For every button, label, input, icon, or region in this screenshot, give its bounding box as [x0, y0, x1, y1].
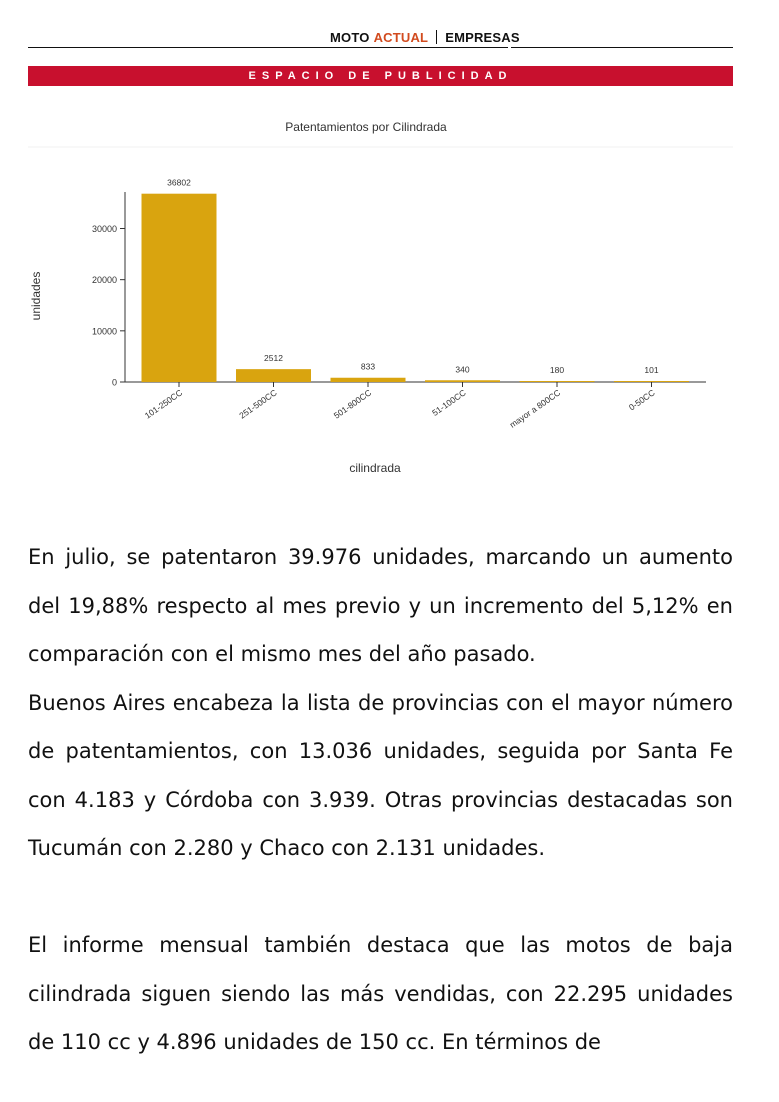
- article-paragraph-2: Buenos Aires encabeza la lista de provincias con el mayor número de patentamientos, con 13.036 unidades, seguida por Santa Fe con 4.183 y Córdoba con 3.939. Otras provincias destacadas son Tucumán con 2.280 y Chaco con 2.131 unidades.: [28, 690, 733, 860]
- x-tick-label: mayor a 800CC: [507, 387, 563, 430]
- x-axis-label: cilindrada: [349, 461, 401, 475]
- bar-value-label: 101: [644, 365, 659, 375]
- ad-banner-label: ESPACIO DE PUBLICIDAD: [248, 70, 513, 82]
- section-name: EMPRESAS: [445, 29, 520, 45]
- bar-value-label: 180: [549, 365, 565, 375]
- masthead: [0, 28, 779, 52]
- x-tick-label: 251-500CC: [237, 387, 279, 421]
- ad-banner[interactable]: [28, 66, 733, 86]
- bar-value-label: 340: [455, 364, 470, 375]
- bar-value-label: 2512: [264, 353, 283, 364]
- article-paragraph-3: El informe mensual también destaca que las motos de baja cilindrada siguen siendo las más vendidas, con 22.295 unidades de 110 cc y 4.896 unidades de 150 cc. En términos de: [28, 933, 733, 1054]
- bar: [331, 378, 406, 382]
- bar: [425, 380, 500, 382]
- chart-title: Patentamientos por Cilindrada: [285, 120, 447, 134]
- brand-moto: MOTO: [330, 29, 370, 45]
- bar-value-label: 36802: [167, 177, 191, 188]
- brand: [330, 28, 520, 46]
- bar: [236, 369, 311, 382]
- masthead-rule-left: [28, 47, 508, 48]
- bar: [520, 381, 595, 382]
- x-tick-label: 501-800CC: [331, 387, 374, 421]
- x-tick-label: 101-250CC: [142, 387, 185, 421]
- brand-actual: ACTUAL: [373, 29, 429, 45]
- chart-container: [28, 100, 733, 490]
- bar: [614, 381, 689, 382]
- bar-chart: [28, 100, 733, 490]
- chart-marks: [92, 178, 706, 430]
- masthead-rule-right: [511, 47, 733, 48]
- brand-separator: [436, 30, 437, 44]
- y-tick-label: 10000: [91, 326, 117, 337]
- y-tick-label: 30000: [91, 223, 117, 234]
- y-axis-label: unidades: [29, 271, 43, 321]
- x-tick-label: 51-100CC: [430, 387, 468, 418]
- y-tick-label: 0: [111, 377, 117, 388]
- article-paragraph-1: En julio, se patentaron 39.976 unidades, marcando un aumento del 19,88% respecto al mes previo y un incremento del 5,12% en comparación con el mismo mes del año pasado.: [28, 545, 733, 666]
- y-tick-label: 20000: [91, 275, 117, 286]
- x-tick-label: 0-50CC: [626, 387, 657, 413]
- bar-value-label: 833: [360, 361, 376, 372]
- bar: [142, 194, 217, 382]
- article-body: [28, 533, 733, 1067]
